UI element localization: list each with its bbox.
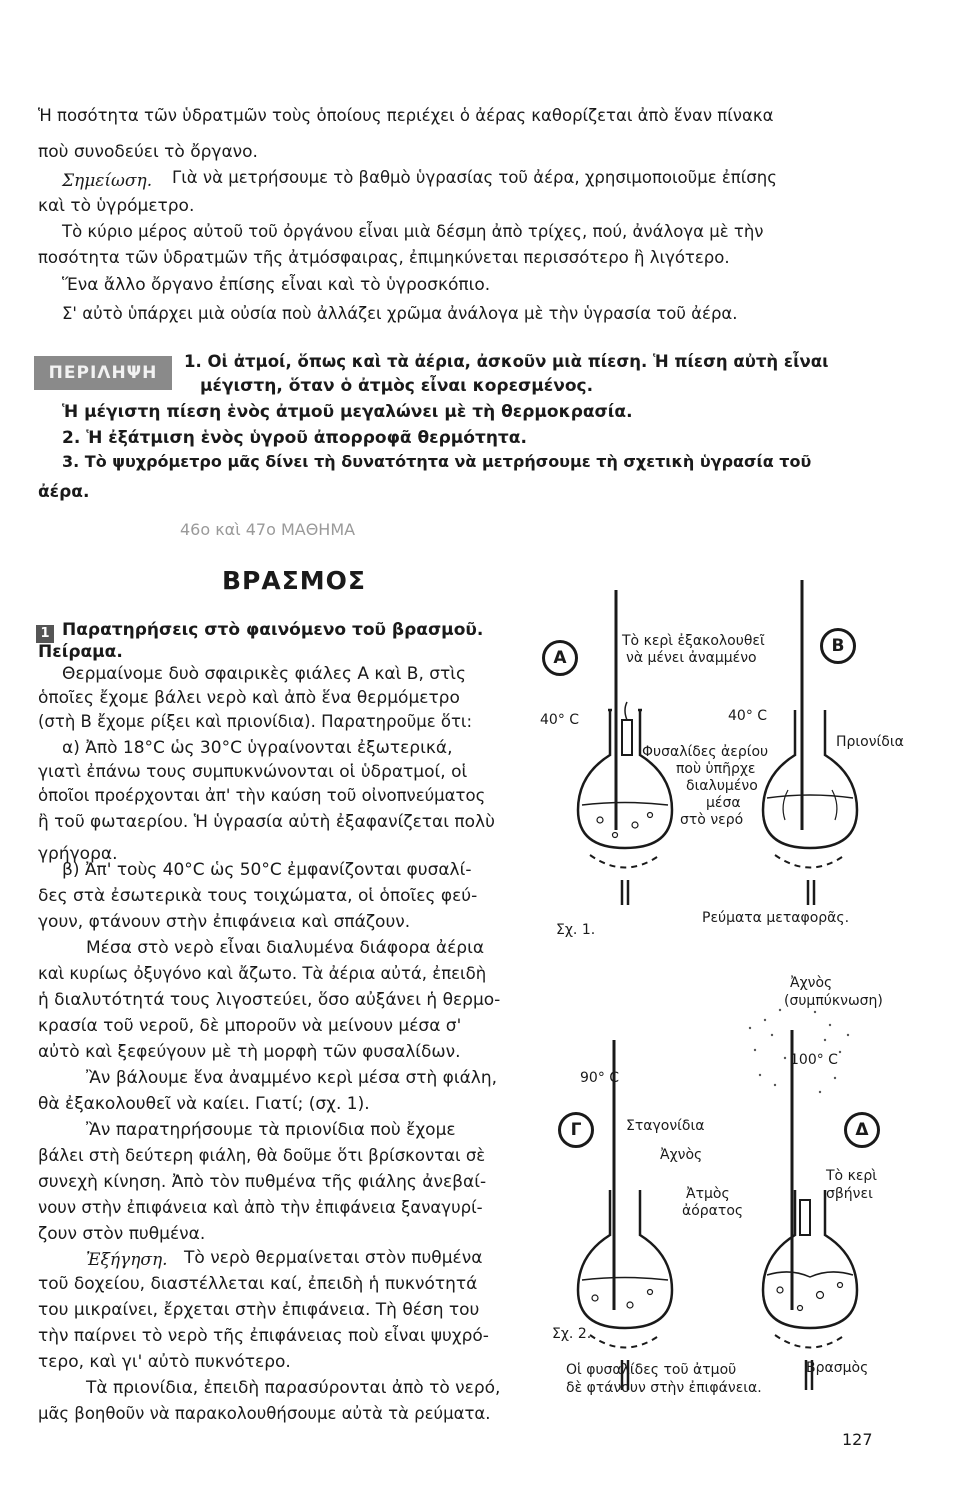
bubbles-note: στὸ νερό — [680, 812, 744, 828]
intro-line: Ἕνα ἄλλο ὄργανο ἐπίσης εἶναι καὶ τὸ ὑγροσκόπιο. — [62, 275, 491, 295]
body-line: β) Ἀπ' τοὺς 40°C ὡς 50°C ἐμφανίζονται φυσαλί- — [62, 860, 472, 880]
figure-2-caption: Σχ. 2. — [552, 1326, 592, 1342]
body-line: Ἂν παρατηρήσουμε τὰ πριονίδια ποὺ ἔχομε — [86, 1120, 456, 1140]
body-line: Τὸ νερὸ θερμαίνεται στὸν πυθμένα — [184, 1248, 483, 1268]
intro-line: ποὺ συνοδεύει τὸ ὄργανο. — [38, 142, 258, 162]
body-line: τερο, καὶ γι' αὐτὸ πυκνότερο. — [38, 1352, 291, 1372]
explanation-label: Ἐξήγηση. — [86, 1250, 168, 1270]
candle-note: Τὸ κερὶ ἐξακολουθεῖ — [622, 633, 765, 649]
body-line: αὐτὸ καὶ ξεφεύγουν μὲ τὴ μορφὴ τῶν φυσαλίδων. — [38, 1042, 461, 1062]
body-line: νουν στὴν ἐπιφάνεια καὶ ἀπὸ τὴν ἐπιφάνεια ξαναγυρί- — [38, 1198, 483, 1217]
mist-label: Ἀχνὸς — [790, 975, 833, 991]
mist-small-label: Ἀχνὸς — [660, 1147, 703, 1163]
summary-line: Ἡ μέγιστη πίεση ἑνὸς ἀτμοῦ μεγαλώνει μὲ τὴ θερμοκρασία. — [62, 402, 633, 422]
body-line: γιατὶ ἐπάνω τους συμπυκνώνονται οἱ ὑδρατμοί, οἱ — [38, 762, 468, 782]
page-number: 127 — [842, 1430, 873, 1449]
candle-out-label: σβήνει — [826, 1186, 873, 1202]
intro-line: Τὸ κύριο μέρος αὐτοῦ τοῦ ὀργάνου εἶναι μιὰ δέσμη ἀπὸ τρίχες, πού, ἀνάλογα μὲ τὴν — [62, 222, 764, 241]
section-number-badge: 1 — [36, 625, 54, 643]
body-line: θὰ ἐξακολουθεῖ νὰ καίει. Γιατί; (σχ. 1). — [38, 1094, 370, 1114]
body-line: Θερμαίνομε δυὸ σφαιρικὲς φιάλες Α καὶ Β, στὶς — [62, 664, 466, 684]
figure-1-caption: Σχ. 1. — [556, 922, 596, 938]
bubbles-note: μέσα — [706, 795, 741, 811]
body-line: δες στὰ ἐσωτερικὰ τους τοιχώματα, οἱ ὁποῖες φεύ- — [38, 886, 478, 906]
note-label: Σημείωση. — [62, 171, 153, 191]
figure-2-note: Οἱ φυσαλίδες τοῦ ἀτμοῦ — [566, 1362, 737, 1378]
summary-line: 1. Οἱ ἀτμοί, ὅπως καὶ τὰ ἀέρια, ἀσκοῦν μιὰ πίεση. Ἡ πίεση αὐτὴ εἶναι — [184, 352, 829, 371]
mist-label: (συμπύκνωση) — [784, 993, 883, 1009]
body-line: καὶ κυρίως ὀξυγόνο καὶ ἄζωτο. Τὰ ἀέρια αὐτά, ἐπειδὴ — [38, 964, 487, 983]
body-line: ἡ διαλυτότητά τους λιγοστεύει, ὅσο αὐξάνει ἡ θερμο- — [38, 990, 501, 1010]
body-line: συνεχὴ κίνηση. Ἀπὸ τὸν πυθμένα τῆς φιάλης ἀνεβαί- — [38, 1172, 487, 1192]
body-line: του μικραίνει, ἔρχεται στὴν ἐπιφάνεια. Τὴ θέση του — [38, 1300, 480, 1320]
bubbles-note: Φυσαλίδες ἀερίου — [642, 744, 769, 760]
flask-label-a: A — [542, 640, 578, 676]
mist-dots — [749, 1009, 849, 1093]
intro-line: Γιὰ νὰ μετρήσουμε τὸ βαθμὸ ὑγρασίας τοῦ ἀέρα, χρησιμοποιοῦμε ἐπίσης — [172, 168, 777, 187]
body-line: γουν, φτάνουν στὴν ἐπιφάνεια καὶ σπάζουν. — [38, 912, 411, 932]
flask-label-g: Γ — [558, 1112, 594, 1148]
body-line: μᾶς βοηθοῦν νὰ παρακολουθήσουμε αὐτὰ τὰ ρεύματα. — [38, 1404, 491, 1423]
intro-line: Ἡ ποσότητα τῶν ὑδρατμῶν τοὺς ὁποίους περιέχει ὁ ἀέρας καθορίζεται ἀπὸ ἕναν πίνακα — [38, 106, 774, 125]
summary-line: ἀέρα. — [38, 482, 90, 502]
body-line: γρήγορα. — [38, 844, 118, 864]
temperature-b: 40° C — [728, 708, 768, 724]
summary-line: μέγιστη, ὅταν ὁ ἀτμὸς εἶναι κορεσμένος. — [200, 376, 594, 396]
intro-line: ποσότητα τῶν ὑδρατμῶν τῆς ἀτμόσφαιρας, ἐπιμηκύνεται περισσότερο ἢ λιγότερο. — [38, 248, 730, 267]
flask-label-d: Δ — [844, 1112, 880, 1148]
body-line: ζουν στὸν πυθμένα. — [38, 1224, 206, 1244]
summary-line: 3. Τὸ ψυχρόμετρο μᾶς δίνει τὴ δυνατότητα νὰ μετρήσουμε τὴ σχετικὴ ὑγρασία τοῦ — [62, 452, 812, 471]
body-line: βάλει στὴ δεύτερη φιάλη, θὰ δοῦμε ὅτι βρίσκονται σὲ — [38, 1146, 486, 1165]
steam-label: ἀόρατος — [682, 1203, 744, 1219]
body-line: Τὰ πριονίδια, ἐπειδὴ παρασύρονται ἀπὸ τὸ νερό, — [86, 1378, 501, 1398]
intro-line: Σ' αὐτὸ ὑπάρχει μιὰ οὐσία ποὺ ἀλλάζει χρῶμα ἀνάλογα μὲ τὴν ὑγρασία τοῦ ἀέρα. — [62, 304, 738, 323]
temperature-a: 40° C — [540, 712, 580, 728]
droplets-label: Σταγονίδια — [626, 1118, 705, 1134]
flask-d-drawing — [763, 1030, 857, 1390]
summary-line: 2. Ἡ ἐξάτμιση ἑνὸς ὑγροῦ ἀπορροφᾶ θερμότητα. — [62, 428, 527, 448]
body-line: ἢ τοῦ φωταερίου. Ἡ ὑγρασία αὐτὴ ἐξαφανίζεται πολὺ — [38, 812, 495, 832]
page-title: ΒΡΑΣΜΟΣ — [222, 566, 367, 595]
currents-caption: Ρεύματα μεταφορᾶς. — [702, 910, 850, 926]
body-line: τὴν παίρνει τὸ νερὸ τῆς ἐπιφάνειας ποὺ εἶναι ψυχρό- — [38, 1326, 489, 1346]
boiling-label: Βρασμὸς — [806, 1360, 869, 1376]
body-line: τοῦ δοχείου, διαστέλλεται καί, ἐπειδὴ ἡ πυκνότητά — [38, 1274, 478, 1294]
bubbles-note: διαλυμένο — [686, 778, 758, 794]
body-line: ὁποῖες ἔχομε βάλει νερὸ καὶ ἀπὸ ἕνα θερμόμετρο — [38, 688, 460, 708]
body-line: (στὴ Β ἔχομε ρίξει καὶ πριονίδια). Παρατηροῦμε ὅτι: — [38, 712, 473, 731]
body-line: α) Ἀπὸ 18°C ὡς 30°C ὑγραίνονται ἐξωτερικά, — [62, 738, 453, 758]
body-line: κρασία τοῦ νεροῦ, δὲ μποροῦν νὰ μείνουν μέσα σ' — [38, 1016, 462, 1036]
experiment-label: Πείραμα. — [38, 642, 123, 662]
temperature-d: 100° C — [790, 1052, 838, 1068]
body-line: Ἂν βάλουμε ἕνα ἀναμμένο κερὶ μέσα στὴ φιάλη, — [86, 1068, 498, 1088]
summary-tag: ΠΕΡΙΛΗΨΗ — [34, 356, 172, 390]
flask-label-b: B — [820, 628, 856, 664]
body-line: Μέσα στὸ νερὸ εἶναι διαλυμένα διάφορα ἀέρια — [86, 938, 485, 958]
figure-2-note: δὲ φτάνουν στὴν ἐπιφάνεια. — [566, 1380, 762, 1396]
temperature-g: 90° C — [580, 1070, 620, 1086]
section-heading: Παρατηρήσεις στὸ φαινόμενο τοῦ βρασμοῦ. — [62, 620, 484, 640]
intro-line: καὶ τὸ ὑγρόμετρο. — [38, 196, 195, 216]
flask-g-drawing — [578, 1040, 672, 1390]
body-line: ὁποῖοι προέρχονται ἀπ' τὴν καύση τοῦ οἰνοπνεύματος — [38, 786, 486, 805]
bubbles-note: ποὺ ὑπῆρχε — [676, 761, 756, 777]
candle-note: νὰ μένει ἀναμμένο — [626, 650, 757, 666]
candle-out-label: Τὸ κερὶ — [826, 1168, 878, 1184]
steam-label: Ἀτμὸς — [686, 1186, 730, 1202]
sawdust-label: Πριονίδια — [836, 734, 904, 750]
lesson-heading: 46ο καὶ 47ο ΜΑΘΗΜΑ — [180, 520, 356, 539]
